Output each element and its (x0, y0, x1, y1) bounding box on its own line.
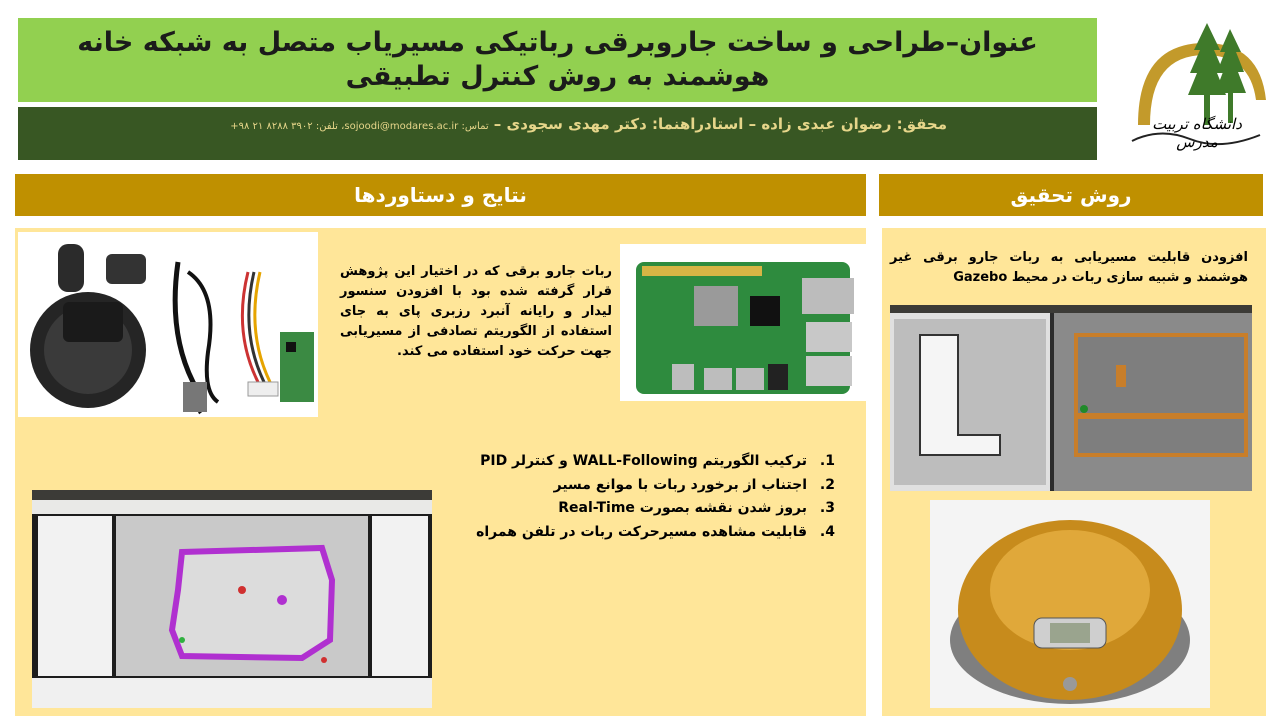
author-line: محقق: رضوان عبدی زاده – استادراهنما: دکتر مهدی سجودی – (493, 115, 947, 133)
list-item (395, 474, 835, 498)
method-paragraph: افزودن قابلیت مسیریابی به ربات جارو برقی غیر هوشمند و شبیه سازی ربات در محیط Gazebo (890, 250, 1248, 285)
item-text: بروز شدن نقشه بصورت Real-Time (558, 500, 807, 516)
item-number: 2. (819, 476, 835, 493)
contact-line: تماس: sojoodi@modares.ac.ir، تلفن: ۳۹۰۲ ۸۲۸۸ ۲۱ ۹۸+ (230, 121, 489, 132)
poster-title-band (18, 18, 1097, 102)
list-item (395, 521, 835, 545)
poster-title: عنوان–طراحی و ساخت جاروبرقی رباتیکی مسیریاب متصل به شبکه خانه هوشمند به روش کنترل تطبیقی (77, 27, 1038, 92)
list-item (395, 450, 835, 474)
results-section-header (15, 174, 866, 216)
method-section-header (879, 174, 1263, 216)
gazebo-simulation-screenshot (890, 305, 1252, 491)
list-item (395, 497, 835, 521)
rviz-map-screenshot (32, 490, 432, 708)
results-paragraph: ربات جارو برقی که در اختیار این پژوهش قرار گرفته شده بود با افزودن سنسور لیدار و رایانه آنبرد رزبری پای به جای استفاده از الگوریتم تصادفی از مسیریابی جهت حرکت خود استفاده می کند. (340, 264, 612, 359)
achievements-list (395, 450, 835, 544)
lidar-sensor-photo (18, 232, 318, 417)
item-number: 1. (819, 453, 835, 469)
university-logo (1120, 15, 1270, 160)
robot-vacuum-photo (930, 500, 1210, 708)
item-number: 3. (819, 500, 835, 516)
item-text: ترکیب الگوریتم WALL-Following و کنترلر PID (480, 453, 807, 469)
raspberry-pi-photo (620, 244, 866, 401)
author-band (18, 107, 1097, 160)
item-text: اجتناب از برخورد ربات با موانع مسیر (553, 476, 807, 493)
method-header-label: روش تحقیق (1010, 183, 1132, 207)
results-header-label: نتایج و دستاوردها (354, 183, 527, 207)
item-number: 4. (819, 523, 835, 540)
logo-text: دانشگاه تربیت مدرس (1152, 115, 1242, 151)
item-text: قابلیت مشاهده مسیرحرکت ربات در تلفن همراه (476, 523, 807, 540)
